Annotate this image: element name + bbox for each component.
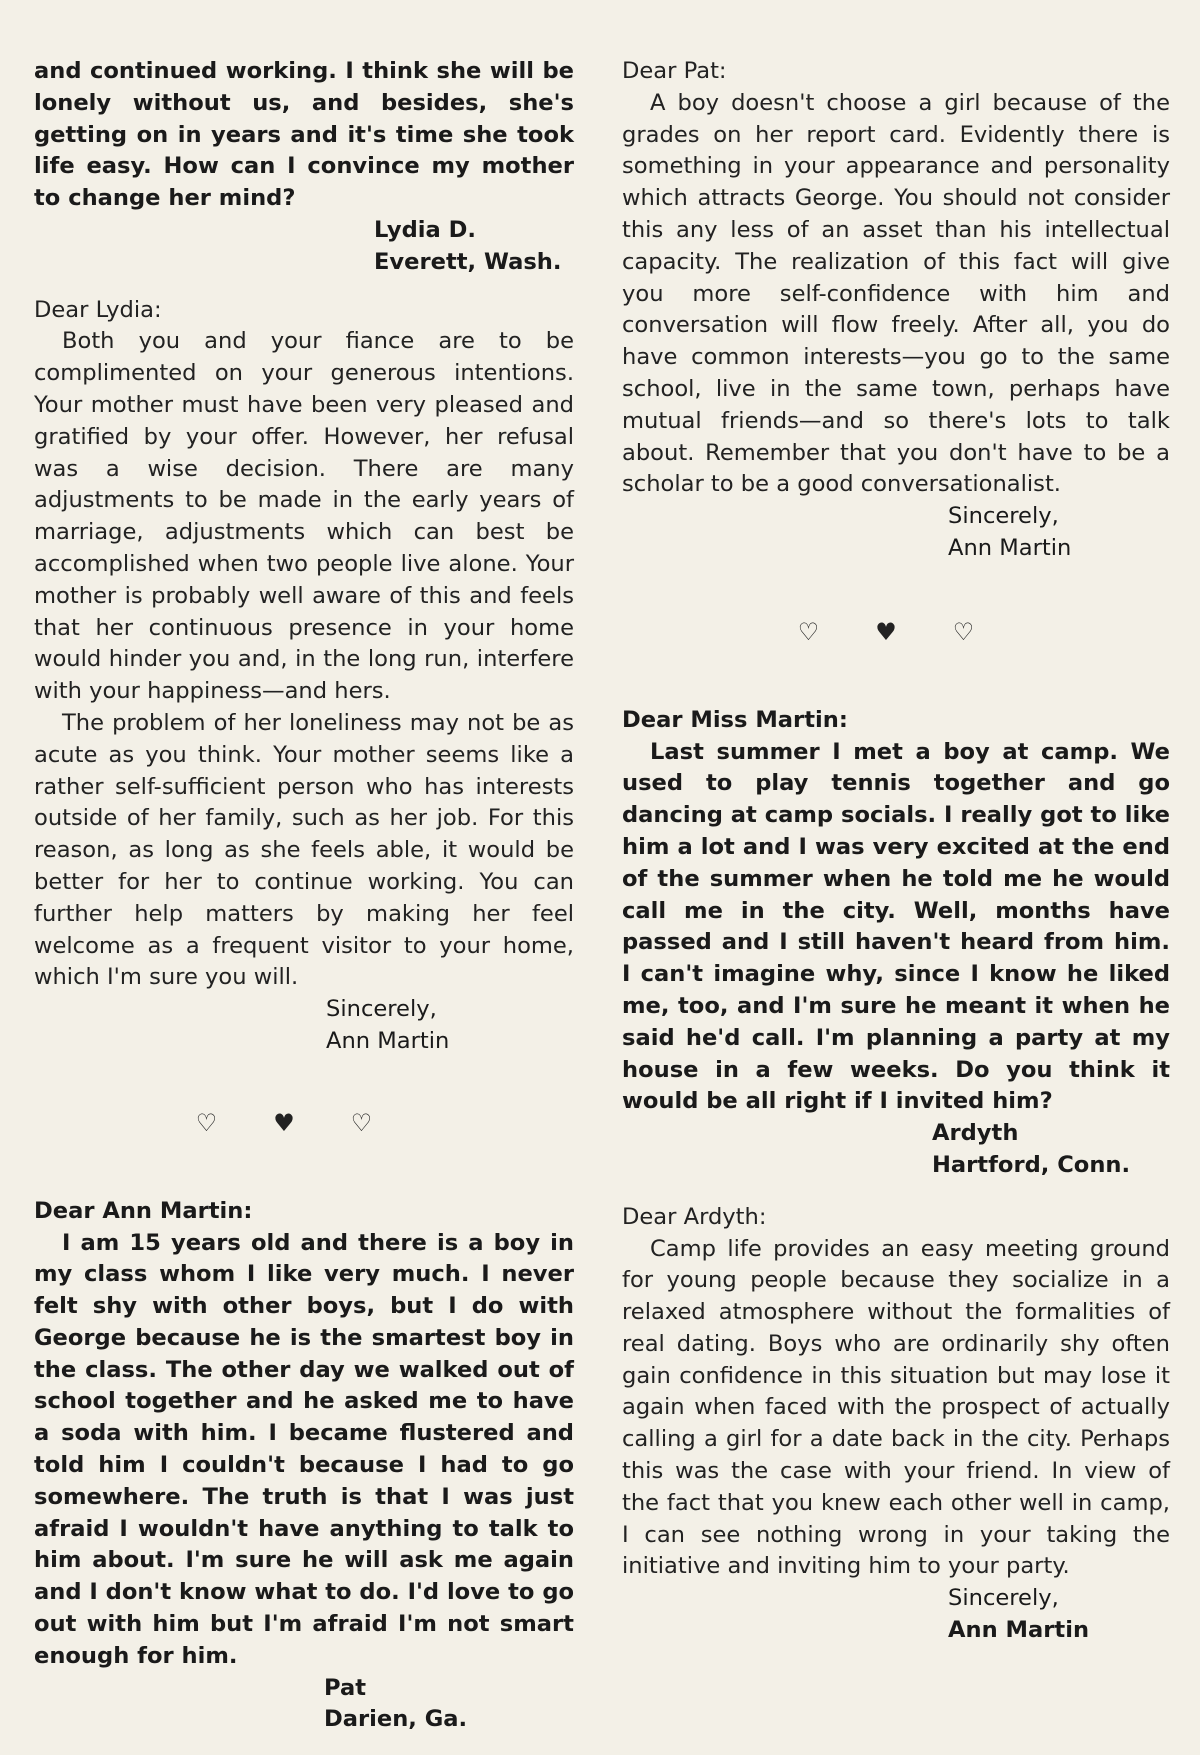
ardyth-place: Hartford, Conn. bbox=[932, 1151, 1131, 1178]
reply-ardyth-salutation: Dear Ardyth: bbox=[622, 1203, 767, 1230]
heart-divider-left bbox=[34, 1108, 574, 1138]
filled-heart-icon: ♥ bbox=[273, 1108, 295, 1137]
ardyth-name: Ardyth bbox=[932, 1120, 1019, 1147]
outline-heart-icon: ♡ bbox=[797, 617, 820, 646]
reply-pat-salutation: Dear Pat: bbox=[622, 58, 727, 84]
letter-pat-salutation: Dear Ann Martin: bbox=[34, 1197, 253, 1224]
reply-lydia-paragraph-2: The problem of her loneliness may not be as acute as you think. Your mother seems like a rather self-sufficient person who has interests outside of her family, such as her job. For this reason, as long as she feels able, it would be better for her to continue working. You can further help matters by making her feel welcome as a frequent visitor to your home, which I'm sure you will. bbox=[34, 709, 574, 991]
letter-ardyth-body: Last summer I met a boy at camp. We used to play tennis together and go dancing at camp socials. I really got to like him a lot and I was very excited at the end of the summer when he told me he would call me in the city. Well, months have passed and I still haven't heard from him. I can't imagine why, since I know he liked me, too, and I'm sure he meant it when he said he'd call. I'm planning a party at my house in a few weeks. Do you think it would be all right if I invited him? bbox=[622, 738, 1170, 1115]
reply-ardyth-signer: Ann Martin bbox=[948, 1617, 1090, 1644]
letter-lydia-end: and continued working. I think she will be lonely without us, and besides, she's getting on in years and it's time she took life easy. How can I convince my mother to change her mind? bbox=[34, 58, 574, 212]
reply-lydia-paragraph-1: Both you and your fiance are to be complimented on your generous intentions. Your mother must have been very pleased and gratified by your offer. However, her refusal was a wise decision. There are many adjustments to be made in the early years of marriage, adjustments which can best be accomplished when two people live alone. Your mother is probably well aware of this and feels that her continuous presence in your home would hinder you and, in the long run, interfere with your happiness—and hers. bbox=[34, 328, 574, 705]
reply-ardyth-body: Camp life provides an easy meeting ground for young people because they socialize in a relaxed atmosphere without the formalities of real dating. Boys who are ordinarily shy often gain confidence in this situation but may lose it again when faced with the prospect of actually calling a girl for a date back in the city. Perhaps this was the case with your friend. In view of the fact that you knew each other well in camp, I can see nothing wrong in your taking the initiative and inviting him to your party. bbox=[622, 1235, 1170, 1580]
letter-pat-body: I am 15 years old and there is a boy in my class whom I like very much. I never felt shy with other boys, but I do with George because he is the smartest boy in the class. The other day we walked out of school together and he asked me to have a soda with him. I became flustered and told him I couldn't because I had to go somewhere. The truth is that I was just afraid I wouldn't have anything to talk to him about. I'm sure he will ask me again and I don't know what to do. I'd love to go out with him but I'm afraid I'm not smart enough for him. bbox=[34, 1229, 575, 1669]
lydia-name: Lydia D. bbox=[374, 216, 476, 243]
pat-place: Darien, Ga. bbox=[324, 1706, 468, 1733]
outline-heart-icon: ♡ bbox=[195, 1108, 218, 1137]
lydia-place: Everett, Wash. bbox=[374, 248, 562, 275]
pat-name: Pat bbox=[324, 1674, 366, 1701]
reply-pat-closing: Sincerely, bbox=[948, 503, 1059, 530]
outline-heart-icon: ♡ bbox=[350, 1108, 373, 1137]
outline-heart-icon: ♡ bbox=[952, 617, 975, 646]
reply-lydia-salutation: Dear Lydia: bbox=[34, 296, 162, 323]
reply-pat-body: A boy doesn't choose a girl because of the grades on her report card. Evidently there is something in your appearance and personality which attracts George. You should not consider this any less of an asset than his intellectual capacity. The realization of this fact will give you more self-confidence with him and conversation will flow freely. After all, you do have common interests—you go to the same school, live in the same town, perhaps have mutual friends—and so there's lots to talk about. Remember that you don't have to be a scholar to be a good conversationalist. bbox=[622, 89, 1170, 498]
reply-pat-signer: Ann Martin bbox=[948, 534, 1072, 561]
left-column bbox=[34, 56, 574, 1736]
filled-heart-icon: ♥ bbox=[875, 617, 897, 646]
reply-lydia-closing: Sincerely, bbox=[326, 996, 437, 1023]
heart-divider-right bbox=[622, 617, 1170, 647]
reply-ardyth-closing: Sincerely, bbox=[948, 1585, 1059, 1612]
reply-lydia-signer: Ann Martin bbox=[326, 1027, 450, 1054]
letter-ardyth-salutation: Dear Miss Martin: bbox=[622, 706, 848, 733]
right-column bbox=[622, 56, 1170, 1647]
